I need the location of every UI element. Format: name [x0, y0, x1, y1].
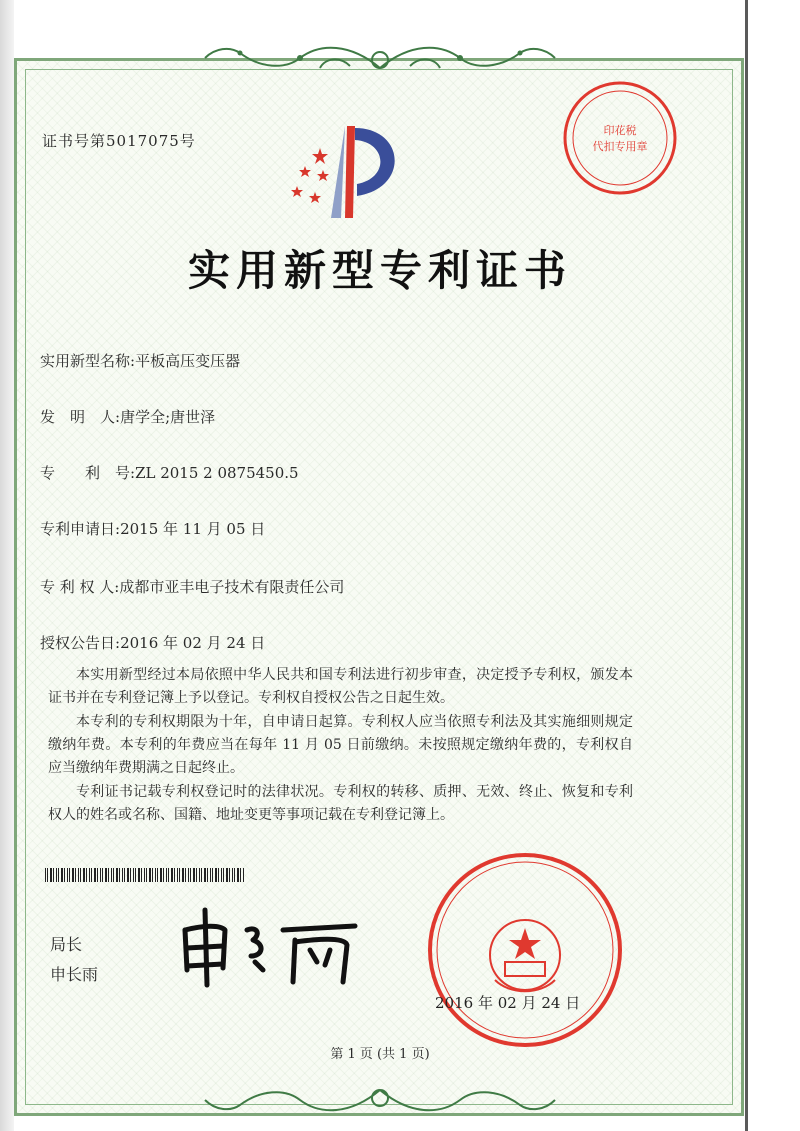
field-value: 成都市亚丰电子技术有限责任公司 — [119, 578, 345, 596]
field-label: 专利申请日: — [40, 520, 121, 538]
issue-date: 2016 年 02 月 24 日 — [435, 994, 581, 1012]
field-utility-model-name — [40, 350, 240, 371]
field-label: 实用新型名称: — [40, 352, 136, 370]
svg-text:印花税: 印花税 — [603, 124, 637, 137]
patent-office-logo-icon — [285, 118, 415, 228]
field-patentee — [40, 576, 344, 597]
field-inventor — [40, 406, 215, 427]
barcode — [45, 868, 245, 882]
field-value: ZL 2015 2 0875450.5 — [135, 464, 299, 482]
top-ornament-icon — [200, 38, 560, 78]
binding-line — [745, 0, 748, 1131]
certificate-title: 实用新型专利证书 — [187, 246, 572, 295]
page-left-edge — [0, 0, 14, 1131]
field-label: 授权公告日: — [40, 634, 121, 652]
bottom-ornament-icon — [200, 1080, 560, 1120]
director-title: 局长 — [50, 935, 83, 954]
field-label: 专 利 号: — [40, 464, 136, 482]
patent-office-seal-icon — [425, 850, 625, 1050]
field-grant-date — [40, 632, 265, 653]
field-value: 唐学全;唐世泽 — [120, 408, 216, 426]
tax-stamp-seal-icon — [560, 78, 680, 198]
field-application-date — [40, 518, 265, 539]
page-number: 第 1 页 (共 1 页) — [330, 1047, 430, 1062]
field-value: 2016 年 02 月 24 日 — [120, 634, 266, 652]
body-paragraph: 专利证书记载专利权登记时的法律状况。专利权的转移、质押、无效、终止、恢复和专利权人的姓名或名称、国籍、地址变更等事项记载在专利登记簿上。 — [48, 784, 633, 823]
director-name: 申长雨 — [50, 965, 99, 984]
field-value: 2015 年 11 月 05 日 — [120, 520, 266, 538]
svg-text:代扣专用章: 代扣专用章 — [592, 140, 648, 153]
certificate-number: 证书号第5017075号 — [42, 132, 196, 150]
field-patent-number — [40, 462, 299, 483]
body-paragraph: 本实用新型经过本局依照中华人民共和国专利法进行初步审查，决定授予专利权，颁发本证书并在专利登记簿上予以登记。专利权自授权公告之日起生效。 — [48, 667, 633, 706]
director-signature-icon — [175, 900, 365, 990]
field-label: 专 利 权 人: — [40, 578, 120, 596]
field-value: 平板高压变压器 — [135, 352, 241, 370]
body-paragraph: 本专利的专利权期限为十年，自申请日起算。专利权人应当依照专利法及其实施细则规定缴纳年费。本专利的年费应当在每年 11 月 05 日前缴纳。未按照规定缴纳年费的，专利权自应当缴纳年费期满之日起终止。 — [48, 714, 633, 776]
field-label: 发 明 人: — [40, 408, 121, 426]
certificate-body — [48, 664, 633, 828]
